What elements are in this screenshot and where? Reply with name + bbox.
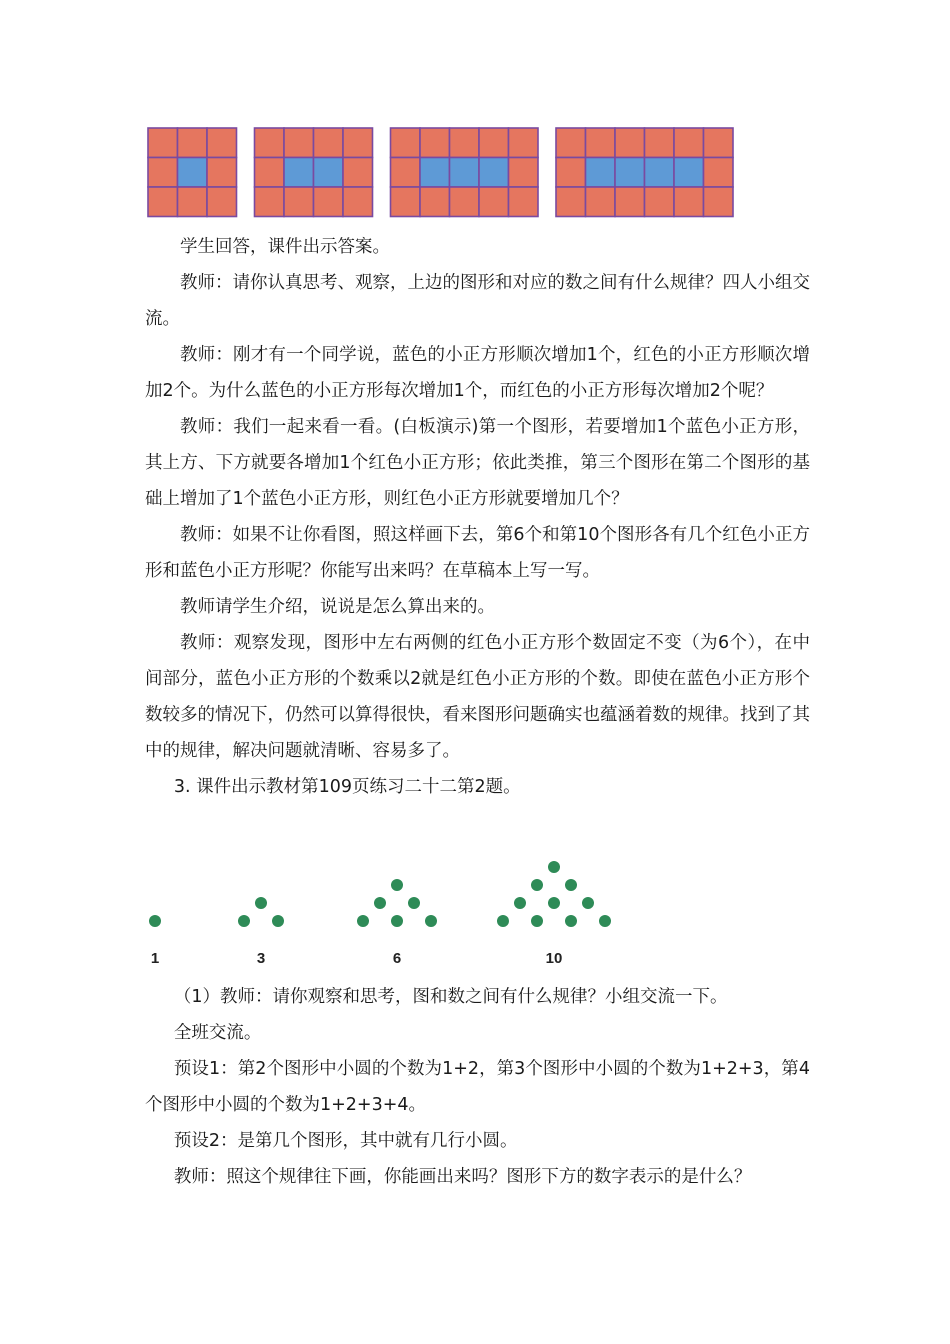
green-dot: [149, 915, 161, 927]
red-square: [615, 187, 645, 217]
red-square: [207, 158, 237, 188]
red-square: [391, 158, 421, 188]
paragraph-teacher-question: 教师：请你认真思考、观察，上边的图形和对应的数之间有什么规律？四人小组交流。: [145, 273, 810, 329]
dot-group-1: [149, 915, 161, 967]
red-square: [148, 158, 178, 188]
blue-square: [284, 158, 314, 188]
red-square: [420, 128, 450, 158]
text-block-2: [145, 979, 810, 1195]
red-square: [148, 128, 178, 158]
red-square: [343, 128, 373, 158]
square-grid-2: [255, 128, 373, 217]
red-square: [178, 187, 208, 217]
triangular-dots-figure: [140, 845, 620, 975]
red-square: [674, 187, 704, 217]
red-square: [207, 128, 237, 158]
red-square: [314, 187, 344, 217]
dot-count-label: 1: [150, 950, 160, 967]
red-square: [556, 187, 586, 217]
dot-group-4: [497, 861, 611, 967]
red-square: [343, 187, 373, 217]
paragraph-student-explain: 教师请学生介绍，说说是怎么算出来的。: [180, 597, 495, 617]
green-dot: [548, 897, 560, 909]
paragraph-teacher-summary: 教师：观察发现，图形中左右两侧的红色小正方形个数固定不变（为6个），在中间部分，蓝色小正方形的个数乘以2就是红色小正方形的个数。即使在蓝色小正方形个数较多的情况下，仍然可以算得很快，看来图形问题确实也蕴涵着数的规律。找到了其中的规律，解决问题就清晰、容易多了。: [145, 633, 810, 761]
red-square: [586, 128, 616, 158]
paragraph-teacher-demo: 教师：我们一起来看一看。(白板演示)第一个图形，若要增加1个蓝色小正方形，其上方、下方就要各增加1个红色小正方形；依此类推，第三个图形在第二个图形的基础上增加了1个蓝色小正方形，则红色小正方形就要增加几个？: [145, 417, 810, 509]
paragraph-preset-2: 预设2：是第几个图形，其中就有几行小圆。: [173, 1131, 518, 1151]
blue-square: [420, 158, 450, 188]
paragraph-preset-1: 预设1：第2个图形中小圆的个数为1+2，第3个图形中小圆的个数为1+2+3，第4个图形中小圆的个数为1+2+3+4。: [145, 1059, 810, 1115]
green-dot: [272, 915, 284, 927]
red-square: [450, 187, 480, 217]
dot-count-label: 10: [545, 950, 563, 967]
blue-square: [450, 158, 480, 188]
green-dot: [391, 915, 403, 927]
paragraph-question-1: （1）教师：请你观察和思考，图和数之间有什么规律？小组交流一下。: [173, 987, 728, 1007]
red-square: [207, 187, 237, 217]
red-square: [450, 128, 480, 158]
paragraph-class-discussion: 全班交流。: [173, 1023, 262, 1043]
red-square: [284, 187, 314, 217]
green-dot: [255, 897, 267, 909]
text-block-1: [145, 229, 810, 805]
green-dot: [425, 915, 437, 927]
green-dot: [565, 879, 577, 891]
red-square: [255, 187, 285, 217]
blue-square: [479, 158, 509, 188]
red-square: [704, 187, 734, 217]
paragraph-teacher-final: 教师：照这个规律往下画，你能画出来吗？图形下方的数字表示的是什么？: [173, 1167, 752, 1187]
square-grid-1: [148, 128, 237, 217]
red-square: [479, 128, 509, 158]
square-pattern-figure: [145, 126, 745, 222]
green-dot: [531, 879, 543, 891]
red-square: [255, 128, 285, 158]
red-square: [178, 128, 208, 158]
red-square: [586, 187, 616, 217]
red-square: [420, 187, 450, 217]
blue-square: [314, 158, 344, 188]
red-square: [704, 158, 734, 188]
red-square: [645, 128, 675, 158]
blue-square: [645, 158, 675, 188]
square-grid-4: [556, 128, 733, 217]
red-square: [479, 187, 509, 217]
green-dot: [497, 915, 509, 927]
paragraph-exercise-heading: 3. 课件出示教材第109页练习二十二第2题。: [173, 777, 521, 797]
square-grid-3: [391, 128, 539, 217]
red-square: [615, 128, 645, 158]
red-square: [674, 128, 704, 158]
dot-group-2: [238, 897, 284, 967]
red-square: [645, 187, 675, 217]
red-square: [509, 128, 539, 158]
blue-square: [674, 158, 704, 188]
red-square: [509, 158, 539, 188]
green-dot: [374, 897, 386, 909]
dot-count-label: 3: [256, 950, 266, 967]
blue-square: [615, 158, 645, 188]
red-square: [148, 187, 178, 217]
red-square: [704, 128, 734, 158]
red-square: [284, 128, 314, 158]
green-dot: [238, 915, 250, 927]
paragraph-student-answer: 学生回答，课件出示答案。: [180, 237, 390, 257]
red-square: [255, 158, 285, 188]
red-square: [391, 187, 421, 217]
green-dot: [408, 897, 420, 909]
green-dot: [582, 897, 594, 909]
red-square: [509, 187, 539, 217]
red-square: [556, 158, 586, 188]
blue-square: [178, 158, 208, 188]
red-square: [343, 158, 373, 188]
green-dot: [357, 915, 369, 927]
green-dot: [599, 915, 611, 927]
paragraph-teacher-observation: 教师：刚才有一个同学说，蓝色的小正方形顺次增加1个，红色的小正方形顺次增加2个。为什么蓝色的小正方形每次增加1个，而红色的小正方形每次增加2个呢？: [145, 345, 810, 401]
paragraph-teacher-challenge: 教师：如果不让你看图，照这样画下去，第6个和第10个图形各有几个红色小正方形和蓝色小正方形呢？你能写出来吗？在草稿本上写一写。: [145, 525, 810, 581]
green-dot: [565, 915, 577, 927]
dot-group-3: [357, 879, 437, 967]
red-square: [391, 128, 421, 158]
green-dot: [514, 897, 526, 909]
green-dot: [391, 879, 403, 891]
green-dot: [548, 861, 560, 873]
green-dot: [531, 915, 543, 927]
red-square: [556, 128, 586, 158]
dot-count-label: 6: [392, 950, 402, 967]
red-square: [314, 128, 344, 158]
blue-square: [586, 158, 616, 188]
